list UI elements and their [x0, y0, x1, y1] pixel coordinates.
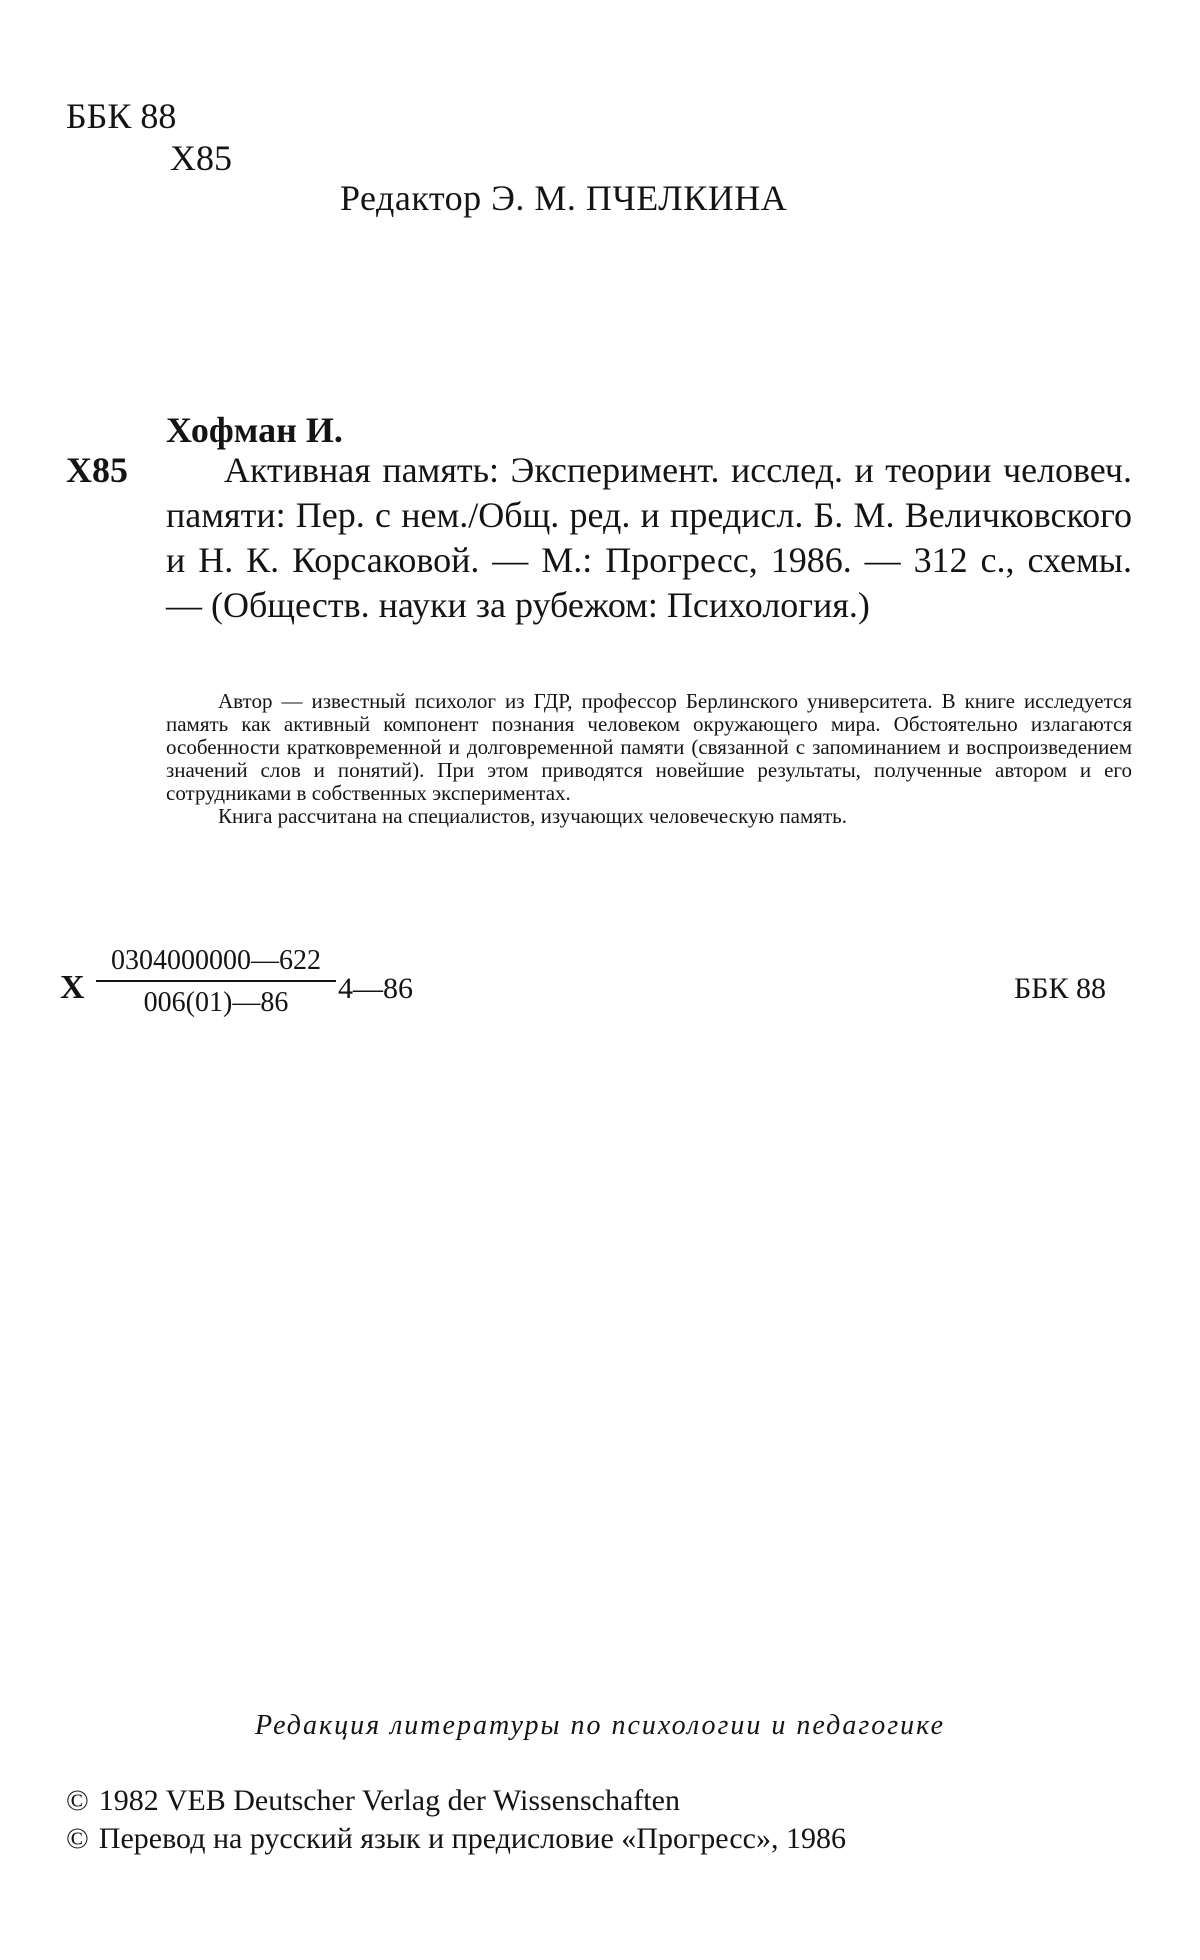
- catalog-code-suffix: 4—86: [338, 972, 413, 1005]
- copyright-icon: ©: [66, 1822, 89, 1855]
- catalog-code-numerator: 0304000000—622: [96, 944, 336, 982]
- editor-line: Редактор Э. М. ПЧЕЛКИНА: [340, 178, 788, 218]
- catalog-code-letter: Х: [60, 969, 85, 1006]
- bbk-code-right: ББК 88: [1014, 972, 1106, 1005]
- copyright-line-2: [66, 1820, 846, 1858]
- annotation-paragraph-2: Книга рассчитана на специалистов, изучающих человеческую память.: [218, 804, 847, 828]
- bbk-code: ББК 88: [66, 96, 177, 136]
- copyright-line-1: [66, 1782, 680, 1820]
- copyright-text-1: 1982 VEB Deutscher Verlag der Wissenschaften: [98, 1784, 680, 1817]
- annotation-paragraph-1: Автор — известный психолог из ГДР, профессор Берлинского университета. В книге исследуется память как активный компонент познания человеком окружающего мира. Обстоятельно излагаются особенности кратковременной и долговременной памяти (связанной с запоминанием и воспроизведением значений слов и понятий). При этом приводятся новейшие результаты, полученные автором и его сотрудниками в собственных экспериментах.: [166, 689, 1132, 805]
- author-name: Хофман И.: [166, 410, 343, 450]
- author-index-top: Х85: [170, 138, 232, 178]
- annotation: [166, 690, 1132, 828]
- author-index-left: Х85: [66, 450, 128, 490]
- copyright-icon: ©: [66, 1784, 89, 1817]
- redaction-line: Редакция литературы по психологии и педагогике: [254, 1710, 945, 1741]
- catalog-code-fraction: [96, 944, 336, 1020]
- copyright-text-2: Перевод на русский язык и предисловие «Прогресс», 1986: [98, 1822, 846, 1855]
- catalog-code-denominator: 006(01)—86: [143, 987, 289, 1018]
- bibliographic-description: Активная память: Эксперимент. исслед. и теории человеч. памяти: Пер. с нем./Общ. ред. и предисл. Б. М. Величковского и Н. К. Корсаковой. — М.: Прогресс, 1986. — 312 с., схемы. — (Обществ. науки за рубежом: Психология.): [166, 450, 1132, 625]
